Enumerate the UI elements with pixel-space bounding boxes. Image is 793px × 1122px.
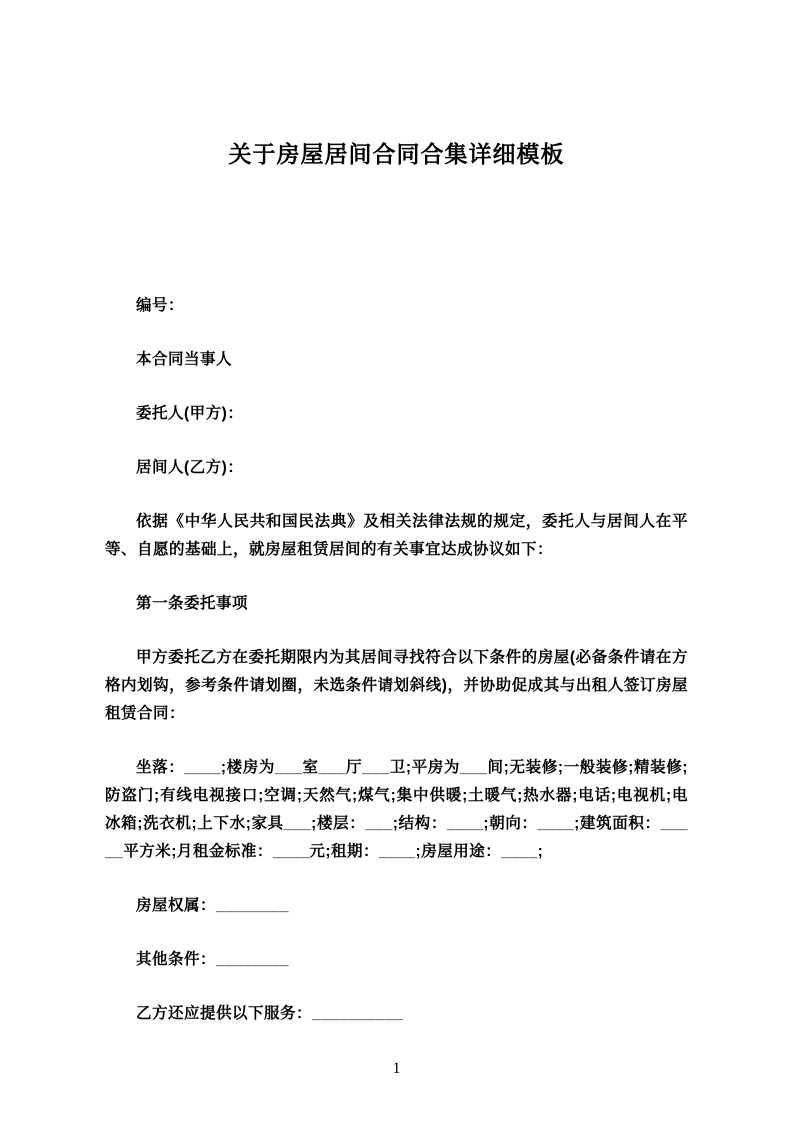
paragraph-property-ownership: 房屋权属：________ [136,897,289,914]
paragraph-contract-parties: 本合同当事人 [136,351,233,368]
paragraph-property-conditions: 坐落：____;楼房为___室___厅___卫;平房为___间;无装修;一般装修;精装修;防盗门;有线电视接口;空调;天然气;煤气;集中供暖;土暖气;热水器;电话;电视机;电冰箱;洗衣机;上下水;家具___;楼层：___;结构：____;朝向：____;建筑面积：_____平方米;月租金标准：____元;租期：____;房屋用途：____; [105,759,688,860]
paragraph-legal-basis: 依据《中华人民共和国民法典》及相关法律法规的规定，委托人与居间人在平等、自愿的基础上，就房屋租赁居间的有关事宜达成协议如下： [105,513,688,558]
paragraph-client-party-a: 委托人(甲方)： [136,405,244,422]
paragraph-contract-number: 编号： [136,297,185,314]
paragraph-other-conditions: 其他条件：________ [136,951,289,968]
paragraph-additional-services: 乙方还应提供以下服务：__________ [136,1005,404,1022]
document-title: 关于房屋居间合同合集详细模板 [228,141,565,167]
paragraph-entrustment-description: 甲方委托乙方在委托期限内为其居间寻找符合以下条件的房屋(必备条件请在方格内划钩，参考条件请划圈，未选条件请划斜线)，并协助促成其与出租人签订房屋租赁合同： [105,649,688,722]
paragraph-agent-party-b: 居间人(乙方)： [136,459,244,476]
heading-article-1-entrusted-matters: 第一条委托事项 [136,595,249,612]
page-number: 1 [392,1060,401,1077]
